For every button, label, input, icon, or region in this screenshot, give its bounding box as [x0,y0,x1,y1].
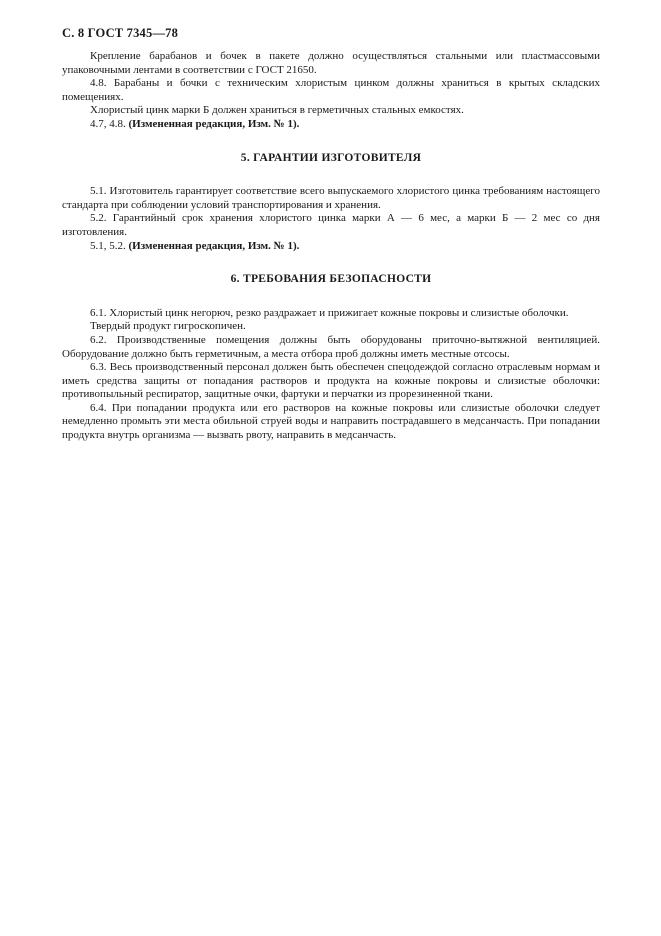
paragraph-4-8: 4.8. Барабаны и бочки с техническим хлористым цинком должны храниться в крытых складских помещениях. [62,77,600,103]
paragraph-5-2: 5.2. Гарантийный срок хранения хлористого цинка марки А — 6 мес, а марки Б — 2 мес со дня изготовления. [62,212,600,238]
running-title: С. 8 ГОСТ 7345—78 [62,26,179,40]
paragraph-packaging-straps: Крепление барабанов и бочек в пакете должно осуществляться стальными или пластмассовыми упаковочными лентами в соответствии с ГОСТ 21650. [62,50,600,76]
amendment-note: (Измененная редакция, Изм. № 1). [128,239,300,252]
paragraph-5-1: 5.1. Изготовитель гарантирует соответствие всего выпускаемого хлористого цинка требованиям настоящего стандарта при соблюдении условий транспортирования и хранения. [62,185,600,211]
paragraph-grade-b-storage: Хлористый цинк марки Б должен храниться в герметичных стальных емкостях. [90,104,464,117]
paragraph-hygroscopic: Твердый продукт гигроскопичен. [90,320,246,333]
paragraph-6-2: 6.2. Производственные помещения должны быть оборудованы приточно-вытяжной вентиляцией. Оборудование должно быть герметичным, а места отбора проб должны иметь местные отсосы. [62,333,600,360]
paragraph-6-3: 6.3. Весь производственный персонал должен быть обеспечен спецодеждой согласно отраслевым нормам и иметь средства защиты от попадания растворов и продукта на кожные покровы и слизистые оболочки: противопыльный респиратор, защитные очки, фартуки и перчатки из прорезиненной ткани. [62,361,600,401]
paragraph-6-1: 6.1. Хлористый цинк негорюч, резко раздражает и прижигает кожные покровы и слизистые оболочки. [90,306,569,319]
amendment-note: (Измененная редакция, Изм. № 1). [128,117,300,130]
page-content [62,50,600,443]
section-heading-safety: 6. ТРЕБОВАНИЯ БЕЗОПАСНОСТИ [230,273,432,286]
paragraph-6-4: 6.4. При попадании продукта или его растворов на кожные покровы или слизистые оболочки следует немедленно промыть эти места обильной струей воды и направить пострадавшего в медсанчасть. При попадании продукта внутрь организма — вызвать рвоту, направить в медсанчасть. [62,401,600,442]
paragraph-amendment-4 [62,118,600,132]
section-heading-warranty: 5. ГАРАНТИИ ИЗГОТОВИТЕЛЯ [240,151,422,164]
amendment-ref: 5.1, 5.2. [90,239,129,252]
amendment-ref: 4.7, 4.8. [90,117,129,130]
paragraph-amendment-5 [62,240,600,254]
